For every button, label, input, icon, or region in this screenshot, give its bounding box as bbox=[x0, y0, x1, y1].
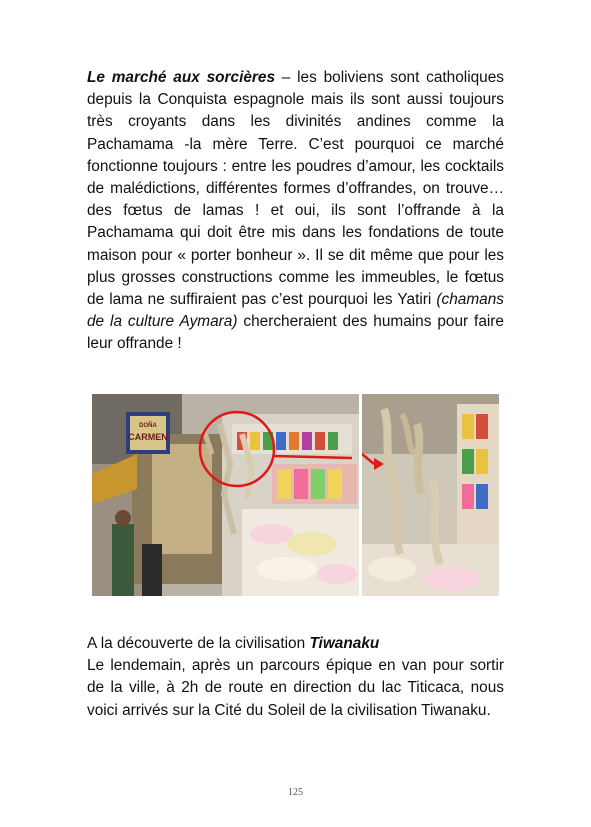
llama-foetus-closeup-photo bbox=[362, 394, 499, 596]
paragraph-aside: (chamans de la culture Aymara) bbox=[87, 291, 504, 331]
section-heading-prefix: A la découverte de la civilisation bbox=[87, 635, 310, 652]
paragraph-tiwanaku bbox=[87, 633, 504, 722]
shop-sign-line2: CARMEN bbox=[128, 432, 168, 442]
paragraph-text-tiwanaku: Le lendemain, après un parcours épique en van pour sortir de la ville, à 2h de route en direction du lac Titicaca, nous voici arrivés sur la Cité du Soleil de la civilisation Tiwanaku. bbox=[87, 657, 504, 719]
section-heading-tiwanaku: Tiwanaku bbox=[309, 635, 380, 652]
paragraph-text-end: chercheraient des humains pour faire leur offrande ! bbox=[87, 313, 504, 353]
shop-sign-line1: DOÑA bbox=[139, 423, 157, 429]
paragraph-text: – les boliviens sont catholiques depuis la Conquista espagnole mais ils sont aussi toujours très croyants dans les divinités andines comme la Pachamama -la mère Terre. C’est pourquoi ce marché fonctionne toujours : entre les poudres d’amour, les cocktails de malédictions, différentes formes d’offrandes, on trouve… des fœtus de lamas ! et oui, ils sont l’offrande à la Pachamama qui doit être mis dans les fondations de toute maison pour « porter bonheur ». Il se dit même que pour les plus grosses constructions comme les immeubles, le fœtus de lama ne suffiraient pas c’est pourquoi les Yatiri bbox=[87, 69, 504, 309]
market-photo bbox=[92, 394, 359, 596]
photo-pair bbox=[92, 394, 500, 596]
section-title-witches-market: Le marché aux sorcières bbox=[87, 69, 276, 86]
page-number: 125 bbox=[288, 787, 303, 798]
paragraph-witches-market bbox=[87, 67, 504, 356]
